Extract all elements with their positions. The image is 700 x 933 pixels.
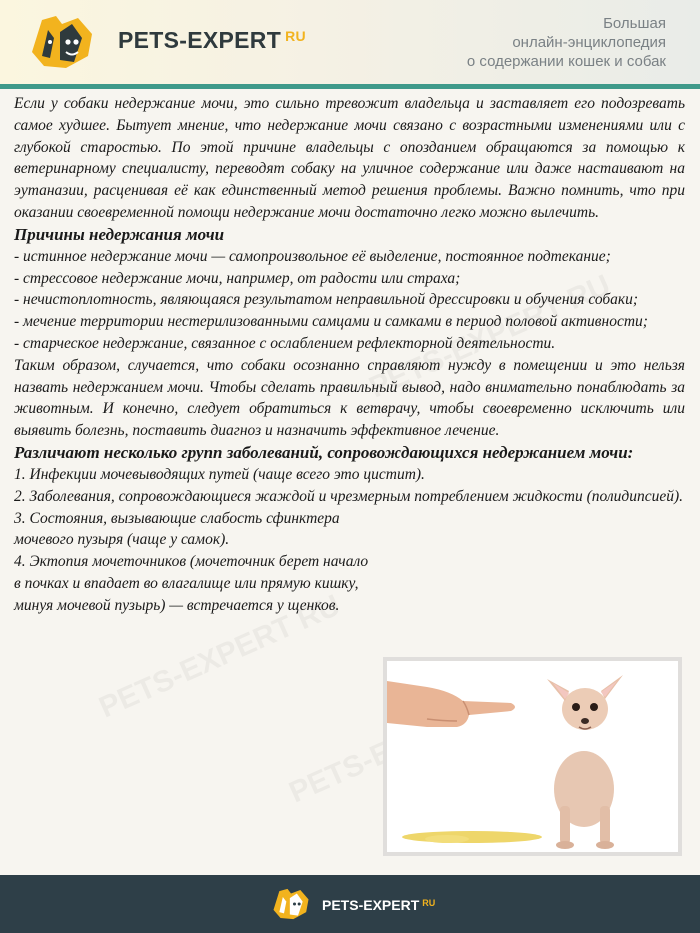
cause-item: - истинное недержание мочи — самопроизвольное её выделение, постоянное подтекание; <box>14 247 611 265</box>
brand-suffix: RU <box>285 28 306 44</box>
site-footer <box>0 875 700 933</box>
site-tagline <box>467 14 666 71</box>
disease-group-item: 3. Состояния, вызывающие слабость сфинктера мочевого пузыря (чаще у самок). <box>14 509 340 549</box>
disease-group-item: 4. Эктопия мочеточников (мочеточник берет начало в почках и впадает во влагалище или прямую кишку, минуя мочевой пузырь) — встречается у щенков. <box>14 553 369 614</box>
dog-and-pointing-hand-illustration <box>387 661 678 852</box>
intro-paragraph: Если у собаки недержание мочи, это сильно тревожит владельца и заставляет его подозревать самое худшее. Бытует мнение, что недержание мочи связано с возрастными изменениями или с глубокой старостью. По этой причине владельцы с опозданием обращаются за помощью к ветеринарному специалисту, переводят собаку на уличное содержание или даже настаивают на эутаназии, расценивая её как единственный метод решения проблемы. Важно помнить, что при оказании своевременной помощи недержание мочи достаточно легко можно вылечить. <box>14 95 685 221</box>
heading-causes: Причины недержания мочи <box>14 224 225 244</box>
conclusion-paragraph: Таким образом, случается, что собаки осознанно справляют нужду в помещении и это нельзя назвать недержанием мочи. Чтобы сделать правильный вывод, надо внимательно понаблюдать за животным. И конечно, следует обратиться к ветврачу, чтобы своевременно исключить или выявить болезнь, поставить диагноз и назначить эффективное лечение. <box>14 356 685 440</box>
article-photo <box>383 657 682 856</box>
cause-item: - мечение территории нестерилизованными самцами и самками в период половой активности; <box>14 313 648 331</box>
disease-group-item: 1. Инфекции мочевыводящих путей (чаще всего это цистит). <box>14 465 425 483</box>
tagline-line: онлайн-энциклопедия <box>512 34 666 51</box>
brand-name: PETS-EXPERT <box>118 27 282 53</box>
cause-item: - нечистоплотность, являющаяся результатом неправильной дрессировки и обучения собаки; <box>14 291 639 309</box>
tagline-line: о содержании кошек и собак <box>466 53 666 70</box>
cause-item: - стрессовое недержание мочи, например, от радости или страха; <box>14 269 461 287</box>
footer-brand-suffix: RU <box>422 898 436 908</box>
header-divider <box>0 84 700 89</box>
footer-brand-link[interactable] <box>322 897 435 913</box>
heading-disease-groups: Различают несколько групп заболеваний, сопровождающихся недержанием мочи: <box>14 442 634 462</box>
brand-logo-text[interactable] <box>118 27 306 54</box>
tagline-line: Большая <box>603 15 666 32</box>
footer-brand-name: PETS-EXPERT <box>322 897 420 913</box>
pets-expert-logo-icon <box>26 12 98 72</box>
disease-group-item: 2. Заболевания, сопровождающиеся жаждой и чрезмерным потреблением жидкости (полидипсией). <box>14 487 684 505</box>
article-body <box>14 93 685 617</box>
cause-item: - старческое недержание, связанное с ослаблением рефлекторной деятельности. <box>14 334 556 352</box>
pets-expert-logo-icon <box>270 886 312 922</box>
site-header <box>0 0 700 86</box>
